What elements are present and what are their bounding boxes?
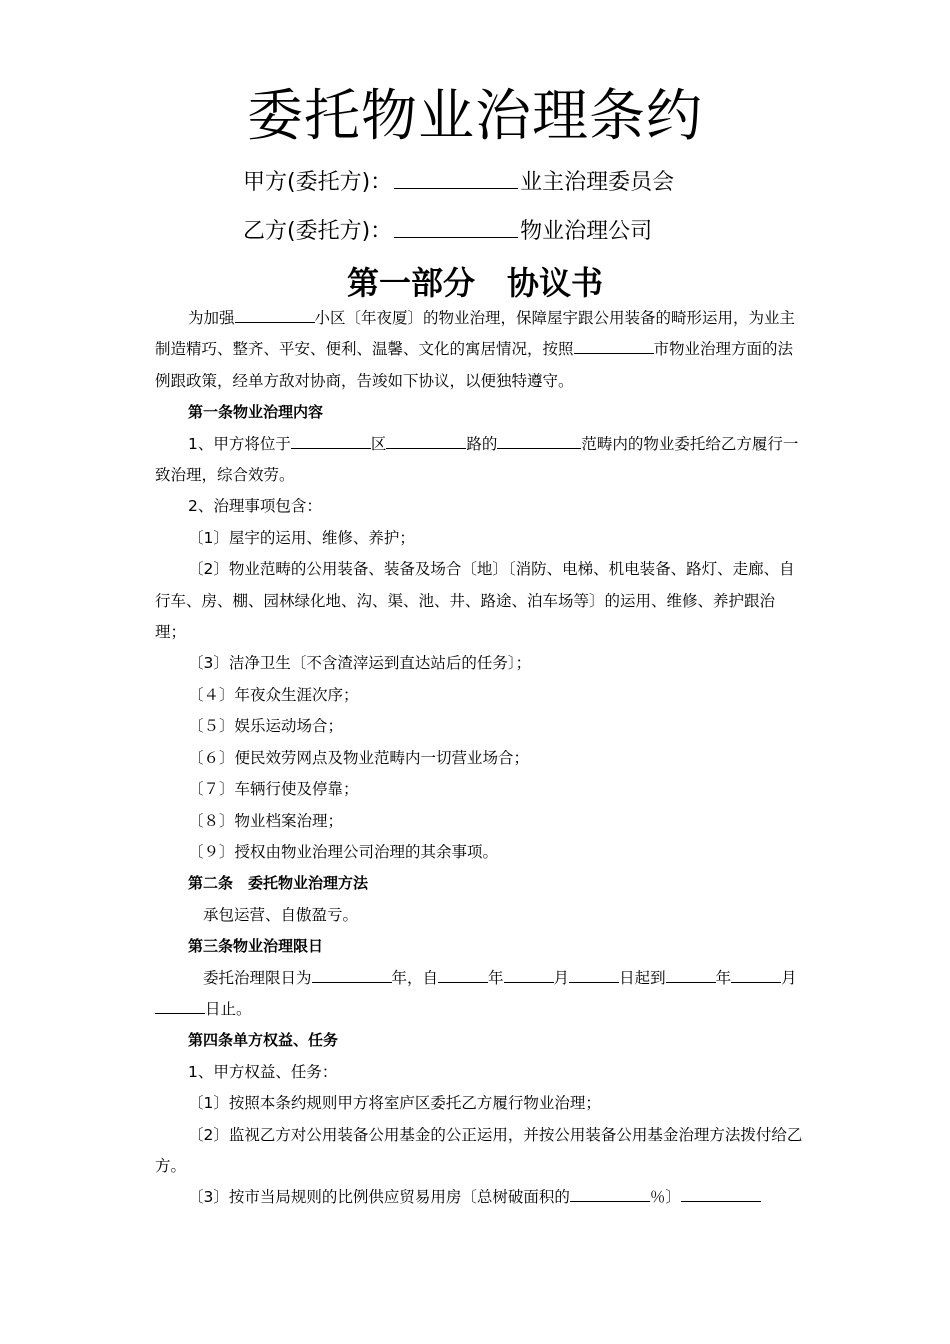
article1-subitem: 〔４〕年夜众生涯次序； bbox=[188, 685, 359, 704]
a3-blank-7 bbox=[155, 997, 205, 1014]
a4-sub3-blank-2 bbox=[681, 1185, 761, 1202]
document-body bbox=[155, 303, 803, 1214]
article2-heading: 第二条 委托物业治理方法 bbox=[188, 874, 369, 893]
intro-text-2: 小区〔年夜厦〕的物业治理，保障屋宇跟公用装备的畸形运用，为业主制造精巧、整齐、平安、便利、温馨、文化的寓居情况，按照 bbox=[155, 309, 796, 359]
article4-sub2: 〔2〕监视乙方对公用装备公用基金的公正运用，并按公用装备公用基金治理方法拨付给乙方。 bbox=[155, 1125, 803, 1175]
a3-blank-6 bbox=[731, 966, 781, 983]
a3-text-2: 年，自 bbox=[391, 968, 439, 987]
article1-heading: 第一条物业治理内容 bbox=[188, 403, 324, 422]
party-b-blank bbox=[394, 215, 518, 238]
party-a-line bbox=[243, 166, 674, 198]
intro-blank-2 bbox=[574, 337, 654, 354]
article1-item1 bbox=[155, 429, 803, 492]
article1-subitem: 〔５〕娱乐运动场合； bbox=[188, 717, 344, 736]
a1-item1-text-2: 区 bbox=[370, 434, 387, 453]
intro-text-3: 市物业治理方面的法例跟政策，经单方敌对协商，告竣如下协议，以便独特遵守。 bbox=[155, 340, 794, 390]
a4-sub3-text-2: ％〕 bbox=[649, 1188, 681, 1207]
article4-item1: 1、甲方权益、任务： bbox=[188, 1062, 338, 1081]
a1-item1-text-1: 1、甲方将位于 bbox=[188, 434, 291, 453]
intro-blank-1 bbox=[235, 306, 315, 323]
article1-subitem: 〔1〕屋宇的运用、维修、养护； bbox=[188, 528, 415, 547]
part-heading: 第一部分 协议书 bbox=[346, 264, 603, 302]
a1-item1-blank-1 bbox=[291, 432, 371, 449]
article4-heading: 第四条单方权益、任务 bbox=[188, 1031, 339, 1050]
article3-text bbox=[155, 963, 803, 1026]
article1-subitem: 〔６〕便民效劳网点及物业范畴内一切营业场合； bbox=[188, 748, 530, 767]
a3-blank-2 bbox=[438, 966, 488, 983]
a3-text-7: 月 bbox=[781, 968, 797, 987]
a3-blank-3 bbox=[504, 966, 554, 983]
party-b-line bbox=[243, 215, 652, 247]
a3-blank-1 bbox=[312, 966, 392, 983]
party-a-label: 甲方(委托方)： bbox=[243, 170, 393, 195]
article1-item2: 2、治理事项包含： bbox=[188, 497, 322, 516]
a3-text-5: 日起到 bbox=[619, 968, 666, 987]
a3-text-8: 日止。 bbox=[205, 999, 252, 1018]
a1-item1-text-4: 范畴内的物业委托给乙方履行一致治理，综合效劳。 bbox=[155, 434, 799, 485]
a1-item1-text-3: 路的 bbox=[466, 434, 498, 453]
a3-text-4: 月 bbox=[553, 968, 570, 987]
party-b-suffix: 物业治理公司 bbox=[520, 219, 653, 244]
a3-text-6: 年 bbox=[715, 968, 732, 987]
a4-sub3-blank-1 bbox=[570, 1185, 650, 1202]
a3-text-3: 年 bbox=[488, 968, 504, 987]
article1-subitem: 〔８〕物业档案治理； bbox=[188, 811, 344, 830]
article1-subitem: 〔3〕洁净卫生〔不含渣滓运到直达站后的任务〕； bbox=[188, 654, 532, 673]
a1-item1-blank-3 bbox=[497, 432, 581, 449]
a4-sub3-text-1: 〔3〕按市当局规则的比例供应贸易用房〔总树破面积的 bbox=[188, 1188, 570, 1207]
a3-blank-4 bbox=[569, 966, 619, 983]
party-a-blank bbox=[394, 166, 518, 189]
article1-subitem: 〔７〕车辆行使及停靠； bbox=[188, 780, 359, 799]
document-title: 委托物业治理条约 bbox=[247, 84, 703, 149]
party-b-label: 乙方(委托方)： bbox=[243, 219, 393, 244]
a3-blank-5 bbox=[666, 966, 716, 983]
article2-text: 承包运营、自傲盈亏。 bbox=[203, 905, 359, 924]
article1-subitem: 〔９〕授权由物业治理公司治理的其余事项。 bbox=[188, 842, 499, 861]
article4-sub1: 〔1〕按照本条约规则甲方将室庐区委托乙方履行物业治理； bbox=[188, 1094, 601, 1113]
article1-subitem: 〔2〕物业范畴的公用装备、装备及场合〔地〕〔消防、电梯、机电装备、路灯、走廊、自行车、房、棚、园林绿化地、沟、渠、池、井、路途、泊车场等〕的运用、维修、养护跟治理； bbox=[155, 560, 795, 642]
article4-sub3 bbox=[155, 1182, 803, 1213]
a1-item1-blank-2 bbox=[386, 432, 466, 449]
a3-text-1: 委托治理限日为 bbox=[203, 968, 312, 987]
article3-heading: 第三条物业治理限日 bbox=[188, 937, 324, 956]
intro-text-1: 为加强 bbox=[188, 309, 235, 327]
party-a-suffix: 业主治理委员会 bbox=[520, 170, 675, 195]
intro-paragraph bbox=[155, 303, 803, 397]
